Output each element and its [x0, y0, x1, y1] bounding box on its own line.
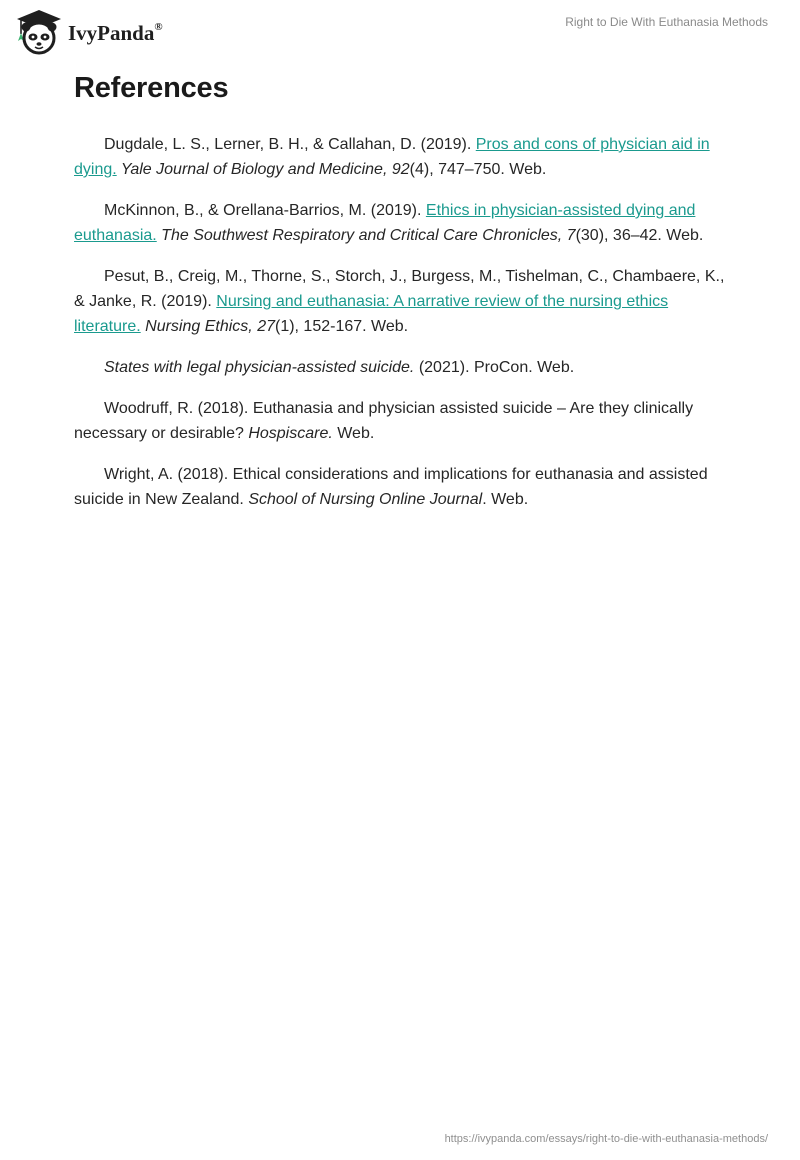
reference-details: (2021). ProCon. Web.	[414, 359, 575, 376]
reference-authors: McKinnon, B., & Orellana-Barrios, M. (2019).	[104, 202, 426, 219]
reference-authors: Pesut, B., Creig, M., Thorne, S., Storch, J., Burgess, M., Tishelman, C., Chambaere, K., & Janke, R. (2019).	[74, 268, 725, 310]
references-list	[74, 132, 726, 528]
footer-url[interactable]: https://ivypanda.com/essays/right-to-die-with-euthanasia-methods/	[444, 1133, 768, 1145]
trademark-symbol: ®	[154, 20, 163, 33]
panda-logo-icon	[15, 8, 63, 56]
reference-text: Wright, A. (2018). Ethical considerations and implications for euthanasia and assisted suicide in New Zealand.	[74, 466, 708, 508]
reference-journal: Yale Journal of Biology and Medicine, 92	[116, 161, 410, 178]
reference-journal: School of Nursing Online Journal	[248, 491, 483, 508]
reference-link[interactable]: Pros and cons of physician aid in dying.	[74, 136, 710, 178]
reference-details: Web.	[332, 425, 375, 442]
reference-details: . Web.	[482, 491, 529, 508]
reference-text: Woodruff, R. (2018). Euthanasia and physician assisted suicide – Are they clinically necessary or desirable?	[74, 400, 694, 442]
reference-details: (4), 747–750. Web.	[409, 161, 547, 178]
reference-item	[74, 198, 726, 248]
reference-item	[74, 264, 726, 339]
document-title: Right to Die With Euthanasia Methods	[565, 15, 768, 29]
reference-title: States with legal physician-assisted suicide.	[104, 359, 415, 376]
page-heading: References	[74, 72, 229, 104]
reference-journal: The Southwest Respiratory and Critical Care Chronicles, 7	[156, 227, 576, 244]
reference-item	[74, 132, 726, 182]
reference-journal: Hospiscare.	[248, 425, 333, 442]
reference-link[interactable]: Ethics in physician-assisted dying and euthanasia.	[74, 202, 696, 244]
brand-name: IvyPanda®	[68, 20, 163, 45]
ivypanda-logo[interactable]	[15, 8, 163, 56]
reference-details: (30), 36–42. Web.	[575, 227, 704, 244]
reference-link[interactable]: Nursing and euthanasia: A narrative review of the nursing ethics literature.	[74, 293, 669, 335]
reference-details: (1), 152-167. Web.	[274, 318, 409, 335]
reference-journal: Nursing Ethics, 27	[140, 318, 275, 335]
reference-item	[74, 462, 726, 512]
reference-item	[74, 396, 726, 446]
reference-item	[74, 355, 726, 380]
reference-authors: Dugdale, L. S., Lerner, B. H., & Callahan, D. (2019).	[104, 136, 476, 153]
